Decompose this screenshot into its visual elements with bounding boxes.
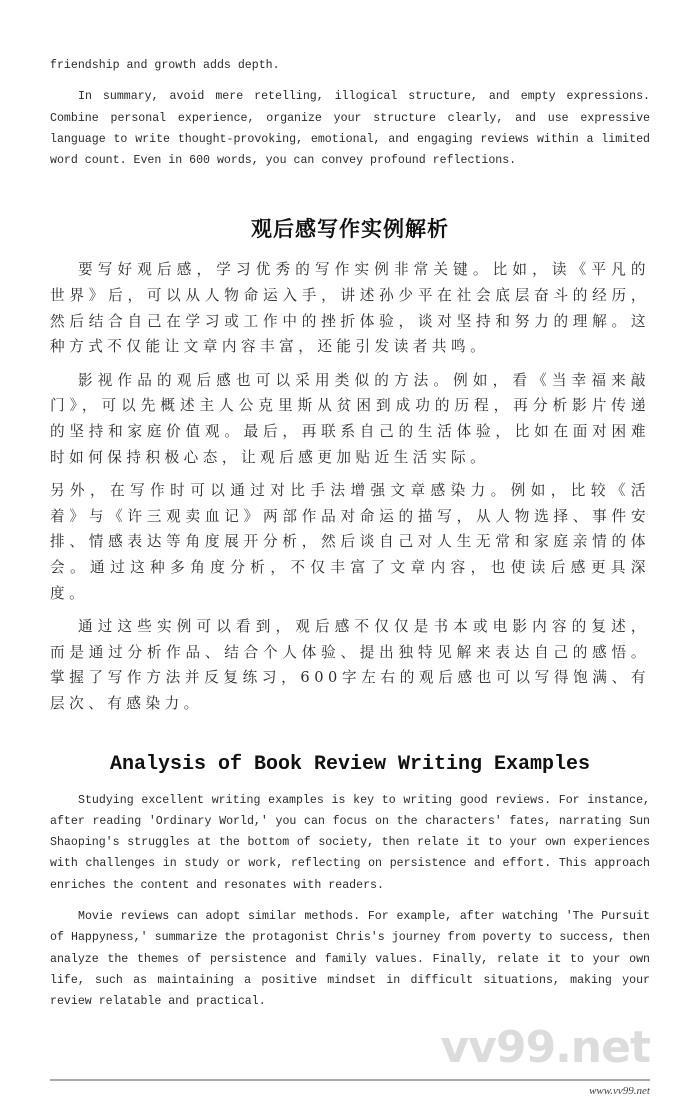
zh-paragraph-4: 通过这些实例可以看到，观后感不仅仅是书本或电影内容的复述，而是通过分析作品、结合个人体验、提出独特见解来表达自己的感悟。掌握了写作方法并反复练习，600字左右的观后感也可以写得饱满、有层次、有感染力。 bbox=[50, 618, 650, 712]
footer-divider bbox=[50, 1079, 650, 1081]
continuation-text: friendship and growth adds depth. bbox=[50, 59, 280, 72]
english-section-title: Analysis of Book Review Writing Examples bbox=[109, 752, 591, 776]
en-paragraph-2: Movie reviews can adopt similar methods. For example, after watching 'The Pursuit of Happyness,' summarize the protagonist Chris's journey from poverty to success, then analyze the themes of persistence and family values. Finally, relate it to your own life, such as maintaining a positive mindset in difficult situations, making your review relatable and practical. bbox=[50, 910, 650, 1009]
chinese-section-title: 观后感写作实例解析 bbox=[251, 217, 449, 242]
summary-paragraph: In summary, avoid mere retelling, illogical structure, and empty expressions. Combine personal experience, organize your structure clearly, and use expressive language to write thought-provoking, emotional, and engaging reviews within a limited word count. Even in 600 words, you can convey profound reflections. bbox=[50, 90, 650, 168]
watermark: vv99.net bbox=[440, 1021, 650, 1073]
footer-site-link[interactable]: www.vv99.net bbox=[589, 1084, 650, 1097]
zh-paragraph-1: 要写好观后感，学习优秀的写作实例非常关键。比如，读《平凡的世界》后，可以从人物命运入手，讲述孙少平在社会底层奋斗的经历，然后结合自己在学习或工作中的挫折体验，谈对坚持和努力的理解。这种方式不仅能让文章内容丰富，还能引发读者共鸣。 bbox=[50, 261, 650, 356]
zh-paragraph-2: 影视作品的观后感也可以采用类似的方法。例如，看《当幸福来敲门》，可以先概述主人公克里斯从贫困到成功的历程，再分析影片传递的坚持和家庭价值观。最后，再联系自己的生活体验，比如在面对困难时如何保持积极心态，让观后感更加贴近生活实际。 bbox=[50, 371, 650, 466]
zh-paragraph-3: 另外，在写作时可以通过对比手法增强文章感染力。例如，比较《活着》与《许三观卖血记》两部作品对命运的描写，从人物选择、事件安排、情感表达等角度展开分析，然后谈自己对人生无常和家庭亲情的体会。通过这种多角度分析，不仅丰富了文章内容，也使读后感更具深度。 bbox=[50, 482, 650, 602]
en-paragraph-1: Studying excellent writing examples is key to writing good reviews. For instance, after reading 'Ordinary World,' you can focus on the characters' fates, narrating Sun Shaoping's struggles at the bottom of society, then relate it to your own experiences with challenges in study or work, reflecting on persistence and effort. This approach enriches the content and resonates with readers. bbox=[50, 793, 650, 892]
